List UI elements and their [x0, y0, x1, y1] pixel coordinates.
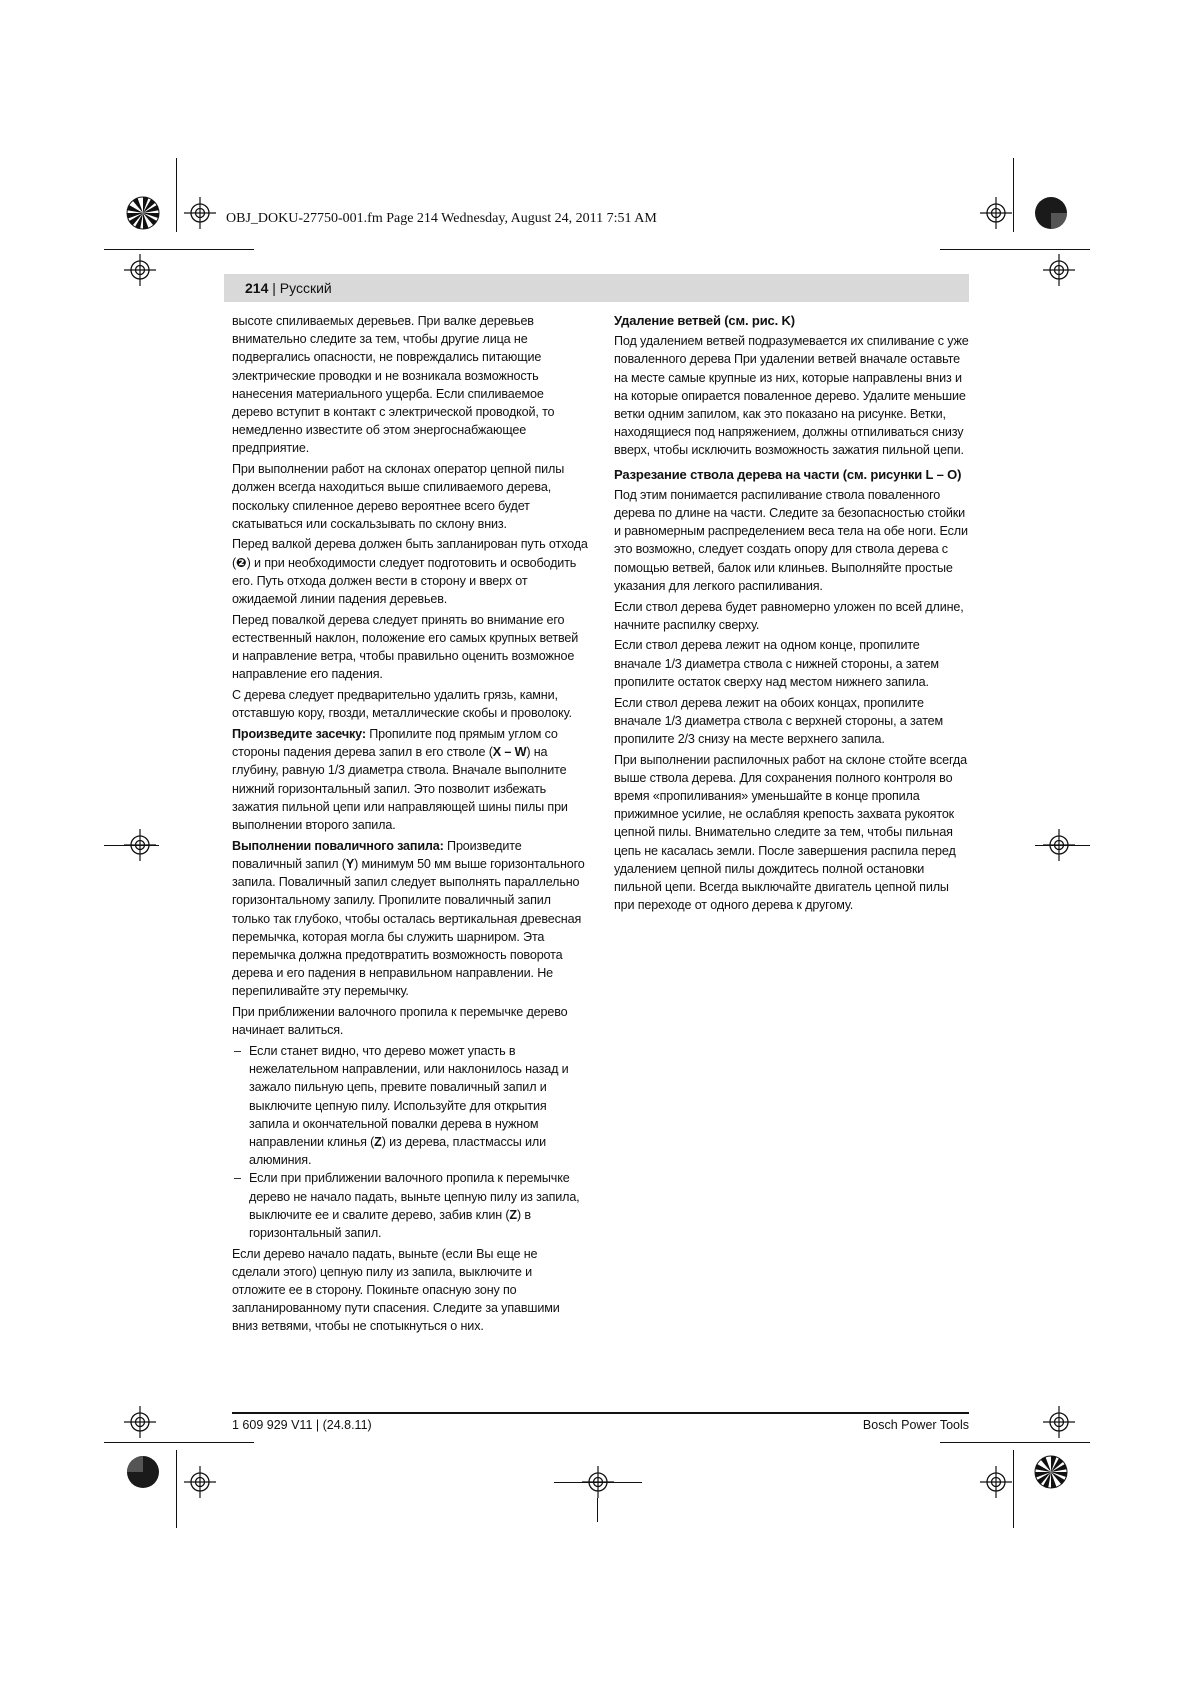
figure-ref: X – W — [492, 745, 527, 760]
registration-target-icon — [1043, 829, 1075, 861]
registration-target-icon — [184, 1466, 216, 1498]
print-slug: OBJ_DOKU-27750-001.fm Page 214 Wednesday, August 24, 2011 7:51 AM — [226, 211, 657, 226]
paragraph: Если ствол дерева лежит на обоих концах, пропилите вначале 1/3 диаметра ствола с верхней стороны, а затем пропилите 2/3 снизу на месте верхнего запила. — [614, 695, 944, 746]
dash-list — [232, 1042, 588, 1242]
crop-mark — [176, 158, 177, 232]
paragraph: высоте спиливаемых деревьев. При валке деревьев внимательно следите за тем, чтобы другие лица не подвергались опасности, не повреждались питающие электрические проводки и не возникала возможность нанесения материального ущерба. Если спиливаемое дерево вступит в контакт с электрической проводкой, то немедленно известите об этом энергоснабжающее предприятие. — [232, 314, 555, 456]
crop-mark — [176, 1450, 177, 1528]
registration-target-icon — [184, 197, 216, 229]
solid-density-patch-icon — [1034, 196, 1068, 230]
section-language: Русский — [279, 280, 332, 296]
run-in-heading: Выполнении поваличного запила: — [232, 838, 444, 853]
list-item: – Если станет видно, что дерево может упасть в нежелательном направлении, или наклонилось назад и зажало пильную цепь, превите поваличный запил и выключите цепную пилу. Используйте для открытия запила и окончательной повалки дерева в нужном направлении клинья (Z) из дерева, пластмассы или алюминия. — [232, 1042, 588, 1169]
running-header-bar — [224, 274, 969, 302]
paragraph: Если ствол дерева лежит на одном конце, пропилите вначале 1/3 диаметра ствола с нижней стороны, а затем пропилите остаток сверху над местом нижнего запила. — [614, 638, 939, 689]
starburst-wheel-icon — [1034, 1455, 1068, 1489]
starburst-wheel-icon — [126, 196, 160, 230]
left-column — [232, 312, 588, 1338]
paragraph: С дерева следует предварительно удалить грязь, камни, отставшую кору, гвозди, металлические скобы и проволоку. — [232, 688, 572, 721]
header-separator: | — [268, 280, 280, 296]
paragraph: Под удалением ветвей подразумевается их спиливание с уже поваленного дерева При удалении ветвей вначале оставьте на месте самые крупные из них, которые направлены вниз и на которые опирается поваленное дерево. Удалите меньшие ветки одним запилом, как это показано на рисунке. Ветки, находящиеся под напряжением, должны отпиливаться снизу вверх, чтобы исключить возможность зажатия пильной цепи. — [614, 334, 969, 458]
list-item: – Если при приближении валочного пропила к перемычке дерево не начало падать, выньте цепную пилу из запила, выключите ее и свалите дерево, забив клин (Z) в горизонтальный запил. — [232, 1169, 588, 1242]
figure-ref: Y — [345, 856, 355, 871]
solid-density-patch-icon — [126, 1455, 160, 1489]
registration-target-icon — [980, 1466, 1012, 1498]
run-in-heading: Произведите засечку: — [232, 726, 366, 741]
crop-mark — [104, 1442, 254, 1443]
crop-mark — [597, 1498, 598, 1522]
registration-target-icon — [1043, 254, 1075, 286]
registration-target-icon — [124, 254, 156, 286]
crop-mark — [1013, 1450, 1014, 1528]
section-heading: Удаление ветвей (см. рис. K) — [614, 313, 795, 328]
figure-marker: ❷ — [236, 555, 247, 570]
figure-ref: Z — [374, 1134, 382, 1149]
paragraph: Перед валкой дерева должен быть запланирован путь отхода (❷) и при необходимости следует подготовить и освободить его. Путь отхода должен вести в сторону и вверх от ожидаемой линии падения деревьев. — [232, 537, 588, 607]
paragraph: Если ствол дерева будет равномерно уложен по всей длине, начните распилку сверху. — [614, 599, 964, 632]
paragraph: Произведите засечку: Пропилите под прямым углом со стороны падения дерева запил в его стволе (X – W) на глубину, равную 1/3 диаметра ствола. Вначале выполните нижний горизонтальный запил. Это позволит избежать зажатия пильной цепи или направляющей шины пилы при выполнении второго запила. — [232, 726, 568, 832]
paragraph: Под этим понимается распиливание ствола поваленного дерева по длине на части. Следите за безопасностью стойки и равномерным распределением веса тела на обе ноги. Если это возможно, следует создать опору для ствола дерева с помощью ветвей, балок или клиньев. Выполняйте простые указания для легкого распиливания. — [614, 487, 968, 593]
crop-mark — [554, 1482, 642, 1483]
section-heading: Разрезание ствола дерева на части (см. рисунки L – O) — [614, 466, 962, 482]
registration-target-icon — [124, 1406, 156, 1438]
footer-rule — [232, 1412, 969, 1414]
paragraph: Перед повалкой дерева следует принять во внимание его естественный наклон, положение его самых крупных ветвей и направление ветра, чтобы правильно оценить возможное направление его падения. — [232, 612, 579, 682]
registration-target-icon — [980, 197, 1012, 229]
crop-mark — [104, 249, 254, 250]
paragraph: При приближении валочного пропила к перемычке дерево начинает валиться. — [232, 1005, 568, 1038]
running-header — [245, 280, 332, 296]
footer-brand: Bosch Power Tools — [862, 1418, 969, 1432]
footer-doc-number: 1 609 929 V11 | (24.8.11) — [232, 1418, 372, 1432]
crop-mark — [1013, 158, 1014, 232]
page-number: 214 — [245, 280, 269, 296]
crop-mark — [940, 249, 1090, 250]
paragraph: При выполнении распилочных работ на склоне стойте всегда выше ствола дерева. Для сохранения полного контроля во время «пропиливания» уменьшайте в конце пропила прижимное усилие, не ослабляя крепость захвата рукояток цепной пилы. Внимательно следите за тем, чтобы пильная цепь не касалась земли. После завершения распила перед удалением цепной пилы дождитесь полной остановки пильной цепи. Всегда выключайте двигатель цепной пилы при переходе от одного дерева к другому. — [614, 752, 967, 913]
registration-target-icon — [124, 829, 156, 861]
registration-target-icon — [1043, 1406, 1075, 1438]
paragraph: При выполнении работ на склонах оператор цепной пилы должен всегда находиться выше спиливаемого дерева, поскольку спиленное дерево вероятнее всего будет скатываться или соскальзывать по склону вниз. — [232, 462, 565, 531]
crop-mark — [940, 1442, 1090, 1443]
paragraph: Если дерево начало падать, выньте (если Вы еще не сделали этого) цепную пилу из запила, выключите и отложите ее в сторону. Покиньте опасную зону по запланированному пути спасения. Следите за упавшими вниз ветвями, чтобы не спотыкнуться о них. — [232, 1246, 560, 1334]
figure-ref: Z — [509, 1207, 517, 1222]
right-column — [614, 312, 970, 917]
paragraph: Выполнении поваличного запила: Произведите поваличный запил (Y) минимум 50 мм выше горизонтального запила. Поваличный запил следует выполнять параллельно горизонтальному запилу. Пропилите поваличный запил только так глубоко, чтобы осталась вертикальная древесная перемычка, которая могла бы служить шарниром. Эта перемычка должна предотвратить возможность поворота дерева и его падения в неправильном направлении. Не перепиливайте эту перемычку. — [232, 838, 585, 999]
